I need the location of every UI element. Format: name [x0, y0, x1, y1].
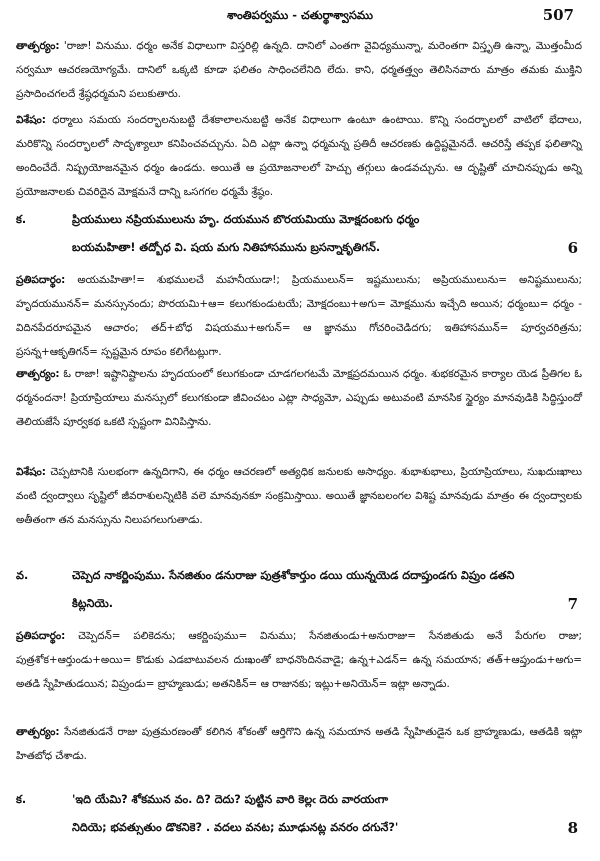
verse-7 [16, 562, 582, 618]
paragraph-label: తాత్పర్యం: [16, 726, 60, 738]
verse-marker: క. [16, 213, 27, 226]
verse-marker: క. [16, 793, 27, 806]
paragraph-text: చెప్పటానికి సులభంగా ఉన్నదిగాని, ఈ ధర్మం ఆచరణలో అత్యధిక జనులకు అసాధ్యం. శుభాశుభాలు, ప్రియాప్రియాలు, సుఖదుఃఖాలు వంటి ద్వంద్వాలు సృష్టిలో జీవరాశులన్నిటికి వలె మానవునకూ సంక్రమిస్తాయి. అయితే జ్ఞానబలంగల విశిష్ట మానవుడు మాత్రం ఈ ద్వంద్వాలకు అతీతంగా తన మనస్సును నిలుపగలుగుతాడు. [16, 466, 582, 526]
verse-line-2: నిదియె; భవత్సుతుం డొకనికె? . వదలు వనట; మూఢునట్ల వనరం దగునే?' [72, 821, 399, 834]
tatparyam-paragraph-2 [16, 362, 582, 434]
verse-line-1: చెప్పెద నాకర్ణింపుము. సేనజితుం డనురాజు పుత్రశోకార్తుం డయి యున్నయెడ దదాప్తుండగు విప్రుం డతని [72, 569, 515, 582]
verse-number: 6 [567, 239, 578, 257]
paragraph-label: విశేషం: [16, 466, 46, 478]
paragraph-label: విశేషం: [16, 114, 46, 126]
paragraph-text: చెప్పెదన్= పలికెదను; ఆకర్ణింపుము= వినుము; సేనజితుండు+అనురాజు= సేనజితుడు అనే పేరుగల రాజు; పుత్రశోక+ఆర్తుండు+అయి= కొడుకు ఎడబాటువలన దుఃఖంతో బాధనొందినవాడై; ఉన్న+ఎడన్= ఉన్న సమయాన; తత్+ఆప్తుండు+అగు= అతడి స్నేహితుడయిన; విప్రుండు= బ్రాహ్మణుడు; అతనికిన్= ఆ రాజునకు; ఇట్లు+అనియెన్= ఇట్లా అన్నాడు. [16, 630, 582, 690]
visesham-paragraph-2 [16, 460, 582, 532]
pratipadartham-paragraph-1 [16, 268, 582, 364]
verse-number: 8 [567, 819, 578, 837]
paragraph-text: ఓ రాజా! ఇష్టానిష్టాలను హృదయంలో కలుగకుండా చూడగలగటమే మోక్షప్రదమయిన ధర్మం. శుభకరమైన కార్యాల యెడ ప్రీతిగల ఓ ధర్మనందనా! ప్రియాప్రియాలు మనస్సులో కలుగకుండా జీవించటం ఎట్లా సాధ్యమో, ఎప్పుడు అటువంటి మానసిక స్థైర్యం మానవుడికి సిద్ధిస్తుందో తెలియజేసే పూర్వకథ ఒకటి స్పష్టంగా వినిపిస్తాను. [16, 368, 582, 428]
verse-line-1: ప్రియములు నప్రియములును హృ. దయమున బొరయమియు మోక్షదంబగు ధర్మం [72, 213, 420, 226]
tatparyam-paragraph-3 [16, 720, 582, 768]
page-number: 507 [542, 6, 574, 24]
paragraph-label: తాత్పర్యం: [16, 368, 60, 380]
paragraph-text: ధర్మాలు సమయ సందర్భాలనుబట్టి దేశకాలాలనుబట్టి అనేక విధాలుగా ఉంటూ ఉంటాయి. కొన్ని సందర్భాలలో వాటిలో భేదాలు, మరికొన్ని సందర్భాలలో సాదృశ్యాలూ కనిపించవచ్చును. ఏది ఎట్లా ఉన్నా ధర్మమన్న ప్రతిదీ ఆచరణకు ఉద్దిష్టమైనదే. ఆచరిస్తే తప్పక ఫలితాన్ని అందించేదే. నిష్ప్రయోజనమైన ధర్మం ఉండదు. అయితే ఆ ప్రయోజనాలలో హెచ్చు తగ్గులు ఉండవచ్చును. ఆ దృష్టితో చూచినప్పుడు అన్ని ప్రయోజనాలకు చివరిదైన మోక్షమనే దాన్ని ఒసగగల ధర్మమే శ్రేష్ఠం. [16, 114, 582, 198]
paragraph-label: ప్రతిపదార్థం: [16, 274, 66, 286]
page-header [0, 6, 600, 30]
paragraph-label: తాత్పర్యం: [16, 40, 60, 52]
verse-line-1: 'ఇది యేమి? శోకమున వం. ది? దెదు? పుట్టిన వారి కెల్లఁ దెరు వారయఁగా [72, 793, 389, 806]
verse-6 [16, 206, 582, 262]
verse-line-2: బయమహితా! తద్బోధ వి. షయ మగు నితిహాసమును బ్రసన్నాకృతిగన్. [72, 241, 381, 254]
paragraph-text: 'రాజా! వినుము. ధర్మం అనేక విధాలుగా విస్తరిల్లి ఉన్నది. దానిలో ఎంతగా వైవిధ్యమున్నా, మరెంతగా విస్తృతి ఉన్నా, మొత్తంమీద సర్వమూ ఆచరణయోగ్యమే. దానిలో ఒక్కటి కూడా ఫలితం సాధించలేనిది లేదు. కాని, ధర్మతత్త్వం తెలిసినవారు మాత్రం తమకు ముక్తిని ప్రసాదించగలదే శ్రేష్ఠధర్మమని పలుకుతారు. [16, 40, 582, 100]
verse-8 [16, 786, 582, 842]
verse-marker: వ. [16, 569, 29, 582]
pratipadartham-paragraph-2 [16, 624, 582, 696]
paragraph-label: ప్రతిపదార్థం: [16, 630, 66, 642]
running-title: శాంతిపర్వము - చతుర్థాశ్వాసము [226, 8, 374, 22]
paragraph-text: అయమహితా!= శుభములచే మహనీయుడా!; ప్రియములున్= ఇష్టములును; అప్రియములును= అనిష్టములును; హృదయమునన్= మనస్సునందు; పొరయమి+ఆ= కలుగకుండుటయే; మోక్షదంబు+అగు= మోక్షమును ఇచ్చేది అయిన; ధర్మంబు= ధర్మం - విదినపేదరూపమైన ఆచారం; తద్+బోధ విషయము+అగున్= ఆ జ్ఞానము గోచరించెడిదగు; ఇతిహాసమున్= పూర్వచరిత్రను; ప్రసన్న+ఆకృతిగన్= స్పష్టమైన రూపం కలిగేటట్లుగా. [16, 274, 582, 358]
visesham-paragraph-1 [16, 108, 582, 204]
verse-line-2: కిట్లనియె. [72, 597, 113, 610]
tatparyam-paragraph-1 [16, 34, 582, 106]
paragraph-text: సేనజితుడనే రాజు పుత్రమరణంతో కలిగిన శోకంతో ఆర్తిగొని ఉన్న సమయాన అతడి స్నేహితుడైన ఒక బ్రాహ్మణుడు, ఆతడికి ఇట్లా హితబోధ చేశాడు. [16, 726, 582, 762]
verse-number: 7 [567, 595, 578, 613]
